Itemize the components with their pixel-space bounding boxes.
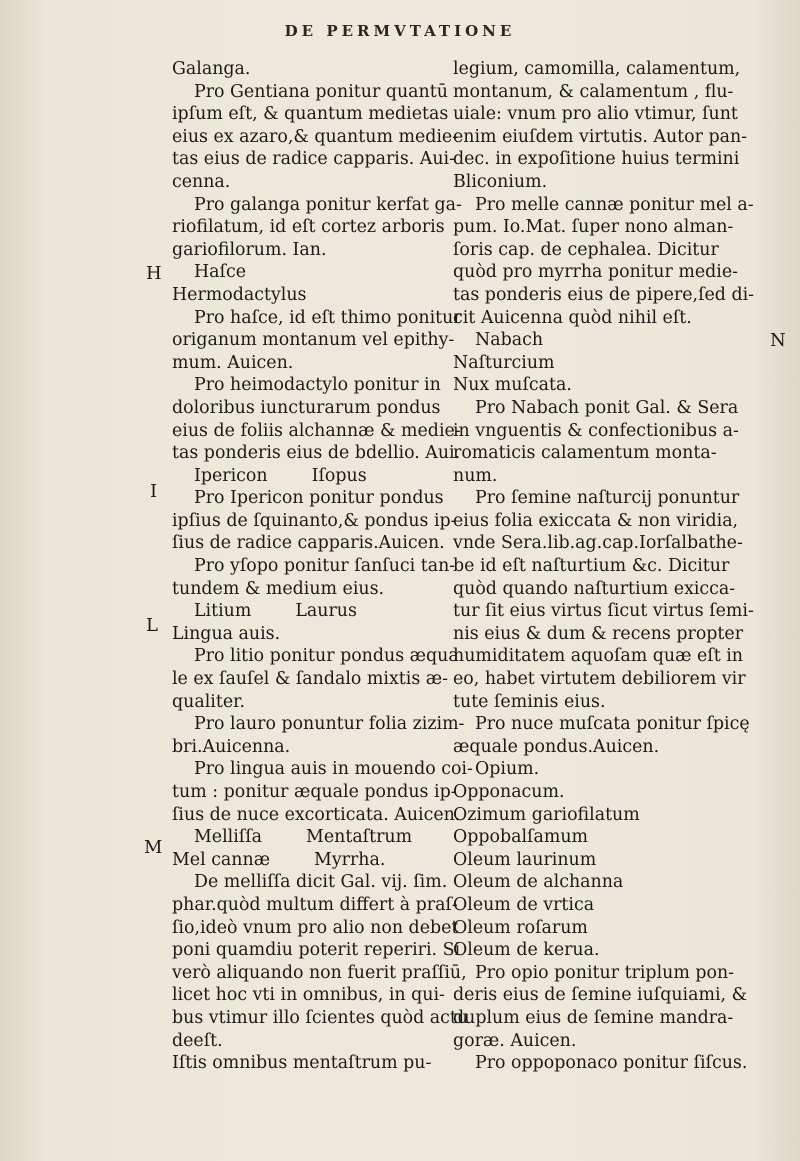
text-line [172, 713, 500, 736]
line-text: in vnguentis & confectionibus a- [453, 420, 739, 441]
line-text: riofilatum, id eſt cortez arboris [172, 217, 445, 238]
text-line [453, 826, 778, 849]
text-line [453, 578, 778, 601]
line-text: æquale pondus.Auicen. [453, 736, 660, 757]
text-line [453, 352, 778, 375]
text-line [453, 126, 778, 149]
line-text: uiale: vnum pro alio vtimur, ſunt [453, 104, 738, 125]
text-line [453, 103, 778, 126]
text-line [453, 555, 778, 578]
line-text: gariofilorum. Ian. [172, 239, 327, 260]
text-line [453, 1052, 778, 1075]
text-line [453, 307, 778, 330]
text-line [172, 171, 500, 194]
line-text: poni quamdiu poterit reperiri. Si [172, 940, 461, 961]
text-line [453, 713, 778, 736]
text-line [172, 917, 500, 940]
text-line [172, 1052, 500, 1075]
text-line [172, 645, 500, 668]
line-text: romaticis calamentum monta- [453, 443, 717, 464]
line-text: legium, camomilla, calamentum, [453, 59, 741, 79]
text-line [453, 397, 778, 420]
line-text: Iſtis omnibus mentaſtrum pu- [172, 1053, 432, 1074]
line-text: Pro ſemine naſturcij ponuntur [475, 488, 740, 509]
text-line [172, 148, 500, 171]
line-text: verò aliquando non fuerit praſſiū, [172, 962, 467, 983]
text-line [172, 374, 500, 397]
line-text: Nux muſcata. [453, 375, 572, 396]
text-line [172, 261, 500, 284]
line-text: Bliconium. [453, 171, 548, 192]
text-line [172, 510, 500, 533]
text-line [453, 194, 778, 217]
text-line [172, 1030, 500, 1053]
text-line [172, 532, 500, 555]
line-text: dec. in expoſitione huius termini [453, 149, 740, 170]
line-text: bus vtimur illo ſcientes quòd actu [172, 1007, 469, 1028]
line-text: montanum, & calamentum , flu- [453, 81, 734, 102]
line-text: Pro nuce muſcata ponitur ſpicę [475, 714, 750, 735]
text-line [453, 645, 778, 668]
line-text: Pro haſce, id eſt thimo ponitur [194, 307, 462, 328]
line-text: quòd pro myrrha ponitur medie- [453, 262, 738, 283]
margin-letter-n: N [770, 330, 786, 351]
text-line [172, 691, 500, 714]
line-text: Pro lingua auis in mouendo coi- [194, 759, 473, 780]
line-text: cit Auicenna quòd nihil eſt. [453, 307, 692, 328]
text-line [172, 939, 500, 962]
left-text-column [172, 58, 500, 1075]
text-line [172, 962, 500, 985]
running-head: DE PERMVTATIONE [284, 22, 516, 40]
line-text: Pro lauro ponuntur folia zizim- [194, 714, 465, 735]
line-text: bri.Auicenna. [172, 736, 291, 757]
line-text: Lingua auis. [172, 623, 281, 644]
line-text: Ozimum gariofilatum [453, 804, 640, 825]
line-text: vnde Sera.lib.ag.cap.Iorſalbathe- [453, 533, 743, 554]
line-text: quòd quando naſturtium exicca- [453, 578, 736, 599]
line-text: Mel cannæ [172, 849, 271, 870]
text-line [453, 849, 778, 872]
line-text: tum : ponitur æquale pondus ip- [172, 782, 457, 802]
text-line [172, 736, 500, 759]
line-text: enim eiuſdem virtutis. Autor pan- [453, 126, 748, 147]
text-line [172, 668, 500, 691]
line-text-second: Myrrha. [314, 849, 386, 870]
line-text: Pro litio ponitur pondus æqua [194, 646, 459, 667]
text-line [453, 917, 778, 940]
text-line [453, 261, 778, 284]
line-text-second: Laurus [295, 601, 357, 622]
line-text: doloribus iuncturarum pondus [172, 397, 441, 418]
line-text: Oleum de vrtica [453, 894, 595, 915]
line-text: eo, habet virtutem debiliorem vir [453, 669, 746, 690]
line-text: qualiter. [172, 691, 246, 712]
text-line [172, 126, 500, 149]
text-line [453, 465, 778, 488]
line-text: nis eius & dum & recens propter [453, 623, 744, 644]
text-line [453, 487, 778, 510]
text-line [453, 81, 778, 104]
text-line [172, 984, 500, 1007]
text-line [453, 442, 778, 465]
margin-letter-m: M [144, 837, 163, 858]
line-text: De melliſſa dicit Gal. vij. ſim. [194, 872, 448, 893]
text-line [453, 58, 778, 81]
line-text: le ex ſauſel & ſandalo mixtis æ- [172, 669, 448, 690]
text-line [453, 758, 778, 781]
text-line [453, 148, 778, 171]
text-line [453, 668, 778, 691]
line-text: Pro Nabach ponit Gal. & Sera [475, 397, 739, 418]
line-text: eius ex azaro,& quantum medie- [172, 126, 459, 147]
line-text: Oleum de alchanna [453, 872, 624, 893]
text-line [453, 623, 778, 646]
text-line [172, 329, 500, 352]
text-line [172, 58, 500, 81]
text-line [172, 420, 500, 443]
line-text: ſio,ideò vnum pro alio non debet [172, 917, 459, 938]
text-line [172, 103, 500, 126]
text-line [453, 239, 778, 262]
line-text: Pro yſopo ponitur ſanſuci tan- [194, 556, 456, 577]
line-text: Pro melle cannæ ponitur mel a- [475, 194, 754, 215]
line-text: mum. Auicen. [172, 352, 294, 373]
text-line [172, 397, 500, 420]
right-text-column [453, 58, 778, 1075]
line-text: num. [453, 465, 498, 486]
line-text: Ipericon [194, 465, 268, 486]
text-line [453, 781, 778, 804]
text-line [172, 465, 500, 488]
text-line [172, 555, 500, 578]
line-text: Pro heimodactylo ponitur in [194, 375, 441, 396]
text-line [453, 939, 778, 962]
line-text: ſoris cap. de cephalea. Dicitur [453, 239, 719, 260]
text-line [172, 307, 500, 330]
text-line [172, 623, 500, 646]
line-text: Naſturcium [453, 352, 555, 373]
text-line [453, 871, 778, 894]
text-line [453, 284, 778, 307]
line-text: Oleum laurinum [453, 849, 597, 870]
line-text: tute ſeminis eius. [453, 691, 606, 712]
line-text: tas eius de radice capparis. Aui- [172, 149, 455, 170]
text-line [172, 1007, 500, 1030]
margin-letter-h: H [146, 263, 162, 284]
text-line [172, 284, 500, 307]
margin-letter-i: I [150, 481, 158, 502]
line-text: licet hoc vti in omnibus, in qui- [172, 985, 445, 1006]
line-text: duplum eius de ſemine mandra- [453, 1007, 734, 1028]
text-line [453, 804, 778, 827]
line-text: deris eius de ſemine iuſquiami, & [453, 985, 748, 1006]
text-line [172, 487, 500, 510]
line-text: Pro oppoponaco ponitur ſiſcus. [475, 1053, 748, 1074]
line-text: deeſt. [172, 1030, 223, 1051]
line-text: pum. Io.Mat. ſuper nono alman- [453, 217, 734, 238]
text-line [453, 1030, 778, 1053]
line-text: phar.quòd multum differt à praſ- [172, 894, 458, 915]
text-line [172, 600, 500, 623]
text-line [453, 216, 778, 239]
text-line [453, 171, 778, 194]
text-line [453, 329, 778, 352]
line-text: Opium. [475, 759, 540, 780]
line-text: Melliſſa [194, 827, 263, 848]
text-line [453, 984, 778, 1007]
line-text: Oppobalſamum [453, 827, 589, 848]
text-line [172, 849, 500, 872]
text-line [172, 194, 500, 217]
text-line [172, 216, 500, 239]
text-line [453, 374, 778, 397]
line-text-second: Mentaſtrum [306, 827, 413, 848]
text-line [172, 758, 500, 781]
line-text: humiditatem aquoſam quæ eſt in [453, 646, 744, 667]
text-line [172, 894, 500, 917]
line-text: Nabach [475, 330, 544, 351]
line-text: Pro Ipericon ponitur pondus [194, 488, 444, 509]
margin-letter-l: L [146, 615, 158, 636]
text-line [172, 578, 500, 601]
line-text: Galanga. [172, 59, 251, 79]
line-text: Haſce [194, 262, 247, 283]
line-text: ſius de radice capparis.Auicen. [172, 533, 445, 554]
line-text: eius de foliis alchannæ & medie- [172, 420, 461, 441]
line-text: tas ponderis eius de pipere,ſed di- [453, 284, 755, 305]
line-text: ipſum eſt, & quantum medietas [172, 104, 449, 125]
line-text: Hermodactylus [172, 284, 307, 305]
text-line [172, 352, 500, 375]
text-line [453, 600, 778, 623]
line-text: tur ſit eius virtus ſicut virtus ſemi- [453, 601, 754, 622]
text-line [172, 871, 500, 894]
line-text: eius folia exiccata & non viridia, [453, 510, 739, 531]
text-line [453, 532, 778, 555]
text-line [172, 239, 500, 262]
line-text: tas ponderis eius de bdellio. Aui. [172, 443, 461, 464]
text-line [453, 962, 778, 985]
text-line [453, 1007, 778, 1030]
line-text: Pro galanga ponitur kerfat ga- [194, 194, 462, 215]
line-text: be id eſt naſturtium &c. Dicitur [453, 556, 730, 577]
text-line [172, 804, 500, 827]
text-line [453, 510, 778, 533]
text-line [172, 442, 500, 465]
text-line [172, 81, 500, 104]
text-line [172, 826, 500, 849]
line-text: Pro Gentiana ponitur quantū [194, 81, 448, 102]
text-line [453, 420, 778, 443]
line-text: Pro opio ponitur triplum pon- [475, 962, 735, 983]
text-line [172, 781, 500, 804]
line-text: Opponacum. [453, 782, 565, 802]
line-text: tundem & medium eius. [172, 578, 385, 599]
line-text: goræ. Auicen. [453, 1030, 577, 1051]
text-line [453, 691, 778, 714]
line-text-second: Iſopus [311, 465, 367, 486]
line-text: ipſius de ſquinanto,& pondus ip- [172, 510, 457, 531]
line-text: origanum montanum vel epithy- [172, 330, 455, 351]
text-line [453, 894, 778, 917]
line-text: cenna. [172, 171, 231, 192]
line-text: ſius de nuce excorticata. Auicen. [172, 804, 461, 825]
text-line [453, 736, 778, 759]
line-text: Oleum de kerua. [453, 940, 600, 961]
line-text: Oleum roſarum [453, 917, 588, 938]
line-text: Litium [194, 601, 252, 622]
